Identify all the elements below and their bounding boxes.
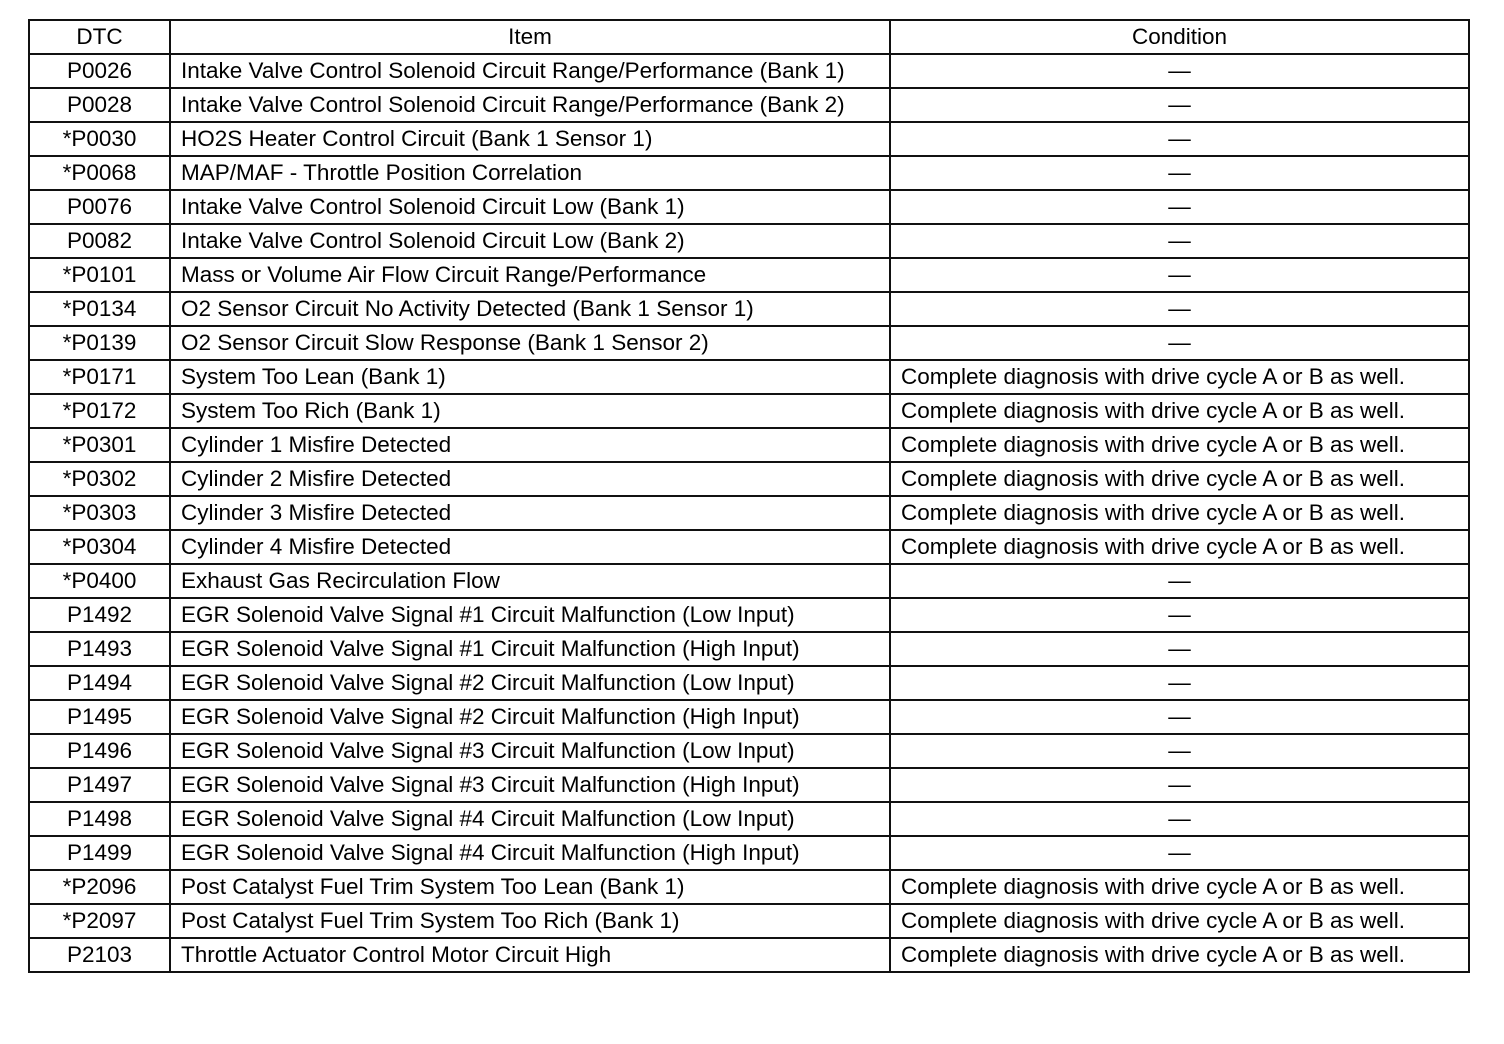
condition-cell: Complete diagnosis with drive cycle A or B as well.	[890, 394, 1469, 428]
condition-cell: —	[890, 632, 1469, 666]
table-row	[29, 360, 1469, 394]
condition-cell: —	[890, 768, 1469, 802]
condition-cell: Complete diagnosis with drive cycle A or B as well.	[890, 904, 1469, 938]
table-row	[29, 904, 1469, 938]
table-row	[29, 496, 1469, 530]
table-row	[29, 870, 1469, 904]
table-row	[29, 326, 1469, 360]
dtc-cell: *P0301	[29, 428, 170, 462]
dtc-cell: *P0030	[29, 122, 170, 156]
table-row	[29, 156, 1469, 190]
condition-cell: —	[890, 564, 1469, 598]
item-cell: Intake Valve Control Solenoid Circuit Low (Bank 2)	[170, 224, 890, 258]
table-row	[29, 54, 1469, 88]
table-row	[29, 564, 1469, 598]
table-row	[29, 88, 1469, 122]
table-row	[29, 190, 1469, 224]
dtc-cell: *P0171	[29, 360, 170, 394]
table-row	[29, 734, 1469, 768]
item-cell: System Too Lean (Bank 1)	[170, 360, 890, 394]
header-row	[29, 20, 1469, 54]
item-cell: O2 Sensor Circuit Slow Response (Bank 1 Sensor 2)	[170, 326, 890, 360]
dtc-cell: *P0068	[29, 156, 170, 190]
condition-cell: —	[890, 802, 1469, 836]
dtc-cell: P1498	[29, 802, 170, 836]
condition-cell: —	[890, 700, 1469, 734]
table-row	[29, 258, 1469, 292]
item-cell: Throttle Actuator Control Motor Circuit High	[170, 938, 890, 972]
dtc-cell: *P0400	[29, 564, 170, 598]
dtc-cell: *P0134	[29, 292, 170, 326]
condition-cell: —	[890, 836, 1469, 870]
table-row	[29, 122, 1469, 156]
condition-cell: —	[890, 292, 1469, 326]
table-row	[29, 666, 1469, 700]
condition-cell: —	[890, 88, 1469, 122]
dtc-cell: *P2097	[29, 904, 170, 938]
header-dtc: DTC	[29, 20, 170, 54]
dtc-cell: P1494	[29, 666, 170, 700]
dtc-cell: *P0172	[29, 394, 170, 428]
condition-cell: —	[890, 156, 1469, 190]
item-cell: EGR Solenoid Valve Signal #1 Circuit Malfunction (High Input)	[170, 632, 890, 666]
item-cell: EGR Solenoid Valve Signal #3 Circuit Malfunction (Low Input)	[170, 734, 890, 768]
item-cell: Mass or Volume Air Flow Circuit Range/Performance	[170, 258, 890, 292]
header-condition: Condition	[890, 20, 1469, 54]
condition-cell: —	[890, 598, 1469, 632]
header-item: Item	[170, 20, 890, 54]
item-cell: Intake Valve Control Solenoid Circuit Range/Performance (Bank 1)	[170, 54, 890, 88]
condition-cell: —	[890, 326, 1469, 360]
item-cell: Exhaust Gas Recirculation Flow	[170, 564, 890, 598]
dtc-cell: *P2096	[29, 870, 170, 904]
item-cell: Post Catalyst Fuel Trim System Too Lean (Bank 1)	[170, 870, 890, 904]
item-cell: EGR Solenoid Valve Signal #3 Circuit Malfunction (High Input)	[170, 768, 890, 802]
dtc-cell: P1497	[29, 768, 170, 802]
condition-cell: —	[890, 734, 1469, 768]
condition-cell: Complete diagnosis with drive cycle A or B as well.	[890, 530, 1469, 564]
item-cell: O2 Sensor Circuit No Activity Detected (Bank 1 Sensor 1)	[170, 292, 890, 326]
dtc-cell: P0026	[29, 54, 170, 88]
dtc-cell: *P0101	[29, 258, 170, 292]
item-cell: Intake Valve Control Solenoid Circuit Range/Performance (Bank 2)	[170, 88, 890, 122]
table-row	[29, 632, 1469, 666]
table-row	[29, 462, 1469, 496]
dtc-cell: P0076	[29, 190, 170, 224]
condition-cell: Complete diagnosis with drive cycle A or B as well.	[890, 360, 1469, 394]
table-row	[29, 428, 1469, 462]
condition-cell: —	[890, 122, 1469, 156]
dtc-cell: P1493	[29, 632, 170, 666]
condition-cell: —	[890, 666, 1469, 700]
item-cell: Intake Valve Control Solenoid Circuit Low (Bank 1)	[170, 190, 890, 224]
item-cell: EGR Solenoid Valve Signal #4 Circuit Malfunction (High Input)	[170, 836, 890, 870]
dtc-cell: *P0139	[29, 326, 170, 360]
item-cell: Cylinder 2 Misfire Detected	[170, 462, 890, 496]
table-row	[29, 530, 1469, 564]
dtc-cell: P1495	[29, 700, 170, 734]
condition-cell: —	[890, 258, 1469, 292]
dtc-cell: *P0303	[29, 496, 170, 530]
dtc-cell: P0082	[29, 224, 170, 258]
table-row	[29, 938, 1469, 972]
dtc-cell: P0028	[29, 88, 170, 122]
table-row	[29, 292, 1469, 326]
item-cell: EGR Solenoid Valve Signal #1 Circuit Malfunction (Low Input)	[170, 598, 890, 632]
item-cell: EGR Solenoid Valve Signal #2 Circuit Malfunction (High Input)	[170, 700, 890, 734]
condition-cell: Complete diagnosis with drive cycle A or B as well.	[890, 428, 1469, 462]
dtc-cell: *P0302	[29, 462, 170, 496]
dtc-cell: P2103	[29, 938, 170, 972]
table-row	[29, 700, 1469, 734]
dtc-cell: P1499	[29, 836, 170, 870]
item-cell: MAP/MAF - Throttle Position Correlation	[170, 156, 890, 190]
table-row	[29, 802, 1469, 836]
condition-cell: —	[890, 224, 1469, 258]
table-row	[29, 224, 1469, 258]
dtc-cell: *P0304	[29, 530, 170, 564]
condition-cell: Complete diagnosis with drive cycle A or B as well.	[890, 462, 1469, 496]
table-row	[29, 768, 1469, 802]
condition-cell: —	[890, 54, 1469, 88]
item-cell: Cylinder 4 Misfire Detected	[170, 530, 890, 564]
dtc-cell: P1492	[29, 598, 170, 632]
condition-cell: Complete diagnosis with drive cycle A or B as well.	[890, 870, 1469, 904]
dtc-table	[28, 19, 1470, 973]
table-row	[29, 836, 1469, 870]
item-cell: Cylinder 1 Misfire Detected	[170, 428, 890, 462]
table-row	[29, 598, 1469, 632]
dtc-cell: P1496	[29, 734, 170, 768]
item-cell: Post Catalyst Fuel Trim System Too Rich (Bank 1)	[170, 904, 890, 938]
table-row	[29, 394, 1469, 428]
item-cell: EGR Solenoid Valve Signal #4 Circuit Malfunction (Low Input)	[170, 802, 890, 836]
item-cell: EGR Solenoid Valve Signal #2 Circuit Malfunction (Low Input)	[170, 666, 890, 700]
item-cell: HO2S Heater Control Circuit (Bank 1 Sensor 1)	[170, 122, 890, 156]
condition-cell: —	[890, 190, 1469, 224]
table-body	[29, 54, 1469, 972]
table-header	[29, 20, 1469, 54]
condition-cell: Complete diagnosis with drive cycle A or B as well.	[890, 938, 1469, 972]
condition-cell: Complete diagnosis with drive cycle A or B as well.	[890, 496, 1469, 530]
item-cell: System Too Rich (Bank 1)	[170, 394, 890, 428]
item-cell: Cylinder 3 Misfire Detected	[170, 496, 890, 530]
